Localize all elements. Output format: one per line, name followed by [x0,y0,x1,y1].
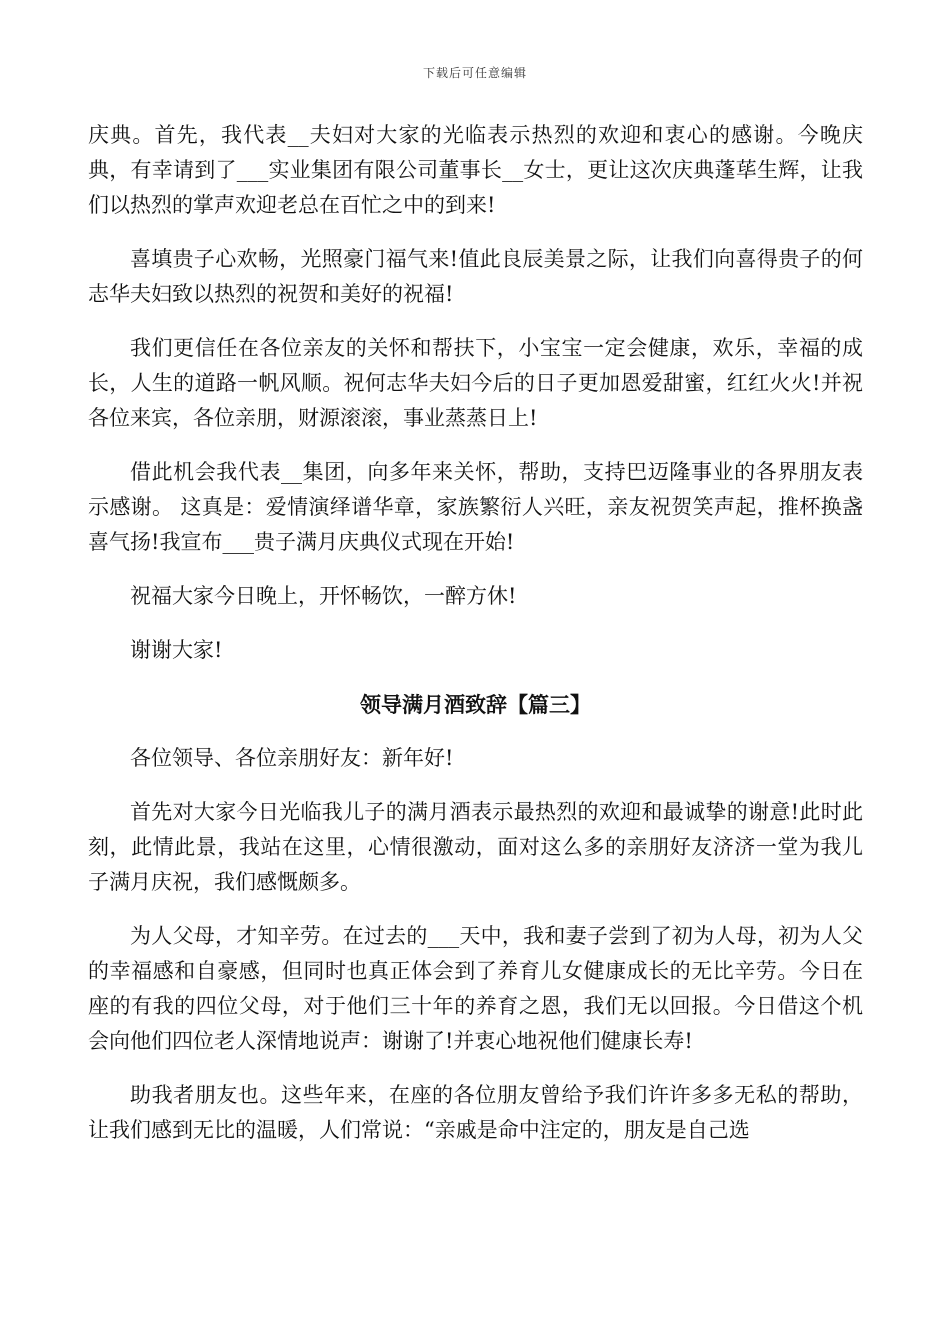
page-header: 下载后可任意编辑 [422,66,527,80]
paragraph-8: 首先对大家今日光临我儿子的满月酒表示最热烈的欢迎和最诚挚的谢意!此时此刻，此情此景，我站在这里，心情很激动，面对这么多的亲朋好友济济一堂为我儿子满月庆祝，我们感慨颇多。 [88,800,863,894]
paragraph-9: 为人父母，才知辛劳。在过去的___天中，我和妻子尝到了初为人母，初为人父的幸福感和自豪感，但同时也真正体会到了养育儿女健康成长的无比辛劳。今日在座的有我的四位父母，对于他们三十年的养育之恩，我们无以回报。今日借这个机会向他们四位老人深情地说声：谢谢了!并衷心地祝他们健康长寿! [88,924,863,1053]
paragraph-5: 祝福大家今日晚上，开怀畅饮，一醉方休! [130,584,517,608]
paragraph-2: 喜填贵子心欢畅，光照豪门福气来!值此良辰美景之际，让我们向喜得贵子的何志华夫妇致以热烈的祝贺和美好的祝福! [88,247,863,306]
paragraph-1: 庆典。首先，我代表__夫妇对大家的光临表示热烈的欢迎和衷心的感谢。今晚庆典，有幸请到了___实业集团有限公司董事长__女士，更让这次庆典蓬荜生辉，让我们以热烈的掌声欢迎老总在百忙之中的到来! [88,123,863,217]
section-heading: 领导满月酒致辞【篇三】 [360,692,591,717]
paragraph-6: 谢谢大家! [130,638,223,662]
document-body [88,118,863,1167]
paragraph-4: 借此机会我代表__集团，向多年来关怀，帮助，支持巴迈隆事业的各界朋友表示感谢。 这真是：爱情演绎谱华章，家族繁衍人兴旺，亲友祝贺笑声起，推杯换盏喜气扬!我宣布___贵子满月庆典仪式现在开始! [88,460,863,554]
paragraph-10: 助我者朋友也。这些年来，在座的各位朋友曾给予我们许许多多无私的帮助，让我们感到无比的温暖，人们常说：“亲戚是命中注定的，朋友是自己选 [88,1083,863,1142]
paragraph-7: 各位领导、各位亲朋好友：新年好! [130,746,454,770]
paragraph-3: 我们更信任在各位亲友的关怀和帮扶下，小宝宝一定会健康，欢乐，幸福的成长，人生的道路一帆风顺。祝何志华夫妇今后的日子更加恩爱甜蜜，红红火火!并祝各位来宾，各位亲朋，财源滚滚，事业蒸蒸日上! [88,336,863,430]
